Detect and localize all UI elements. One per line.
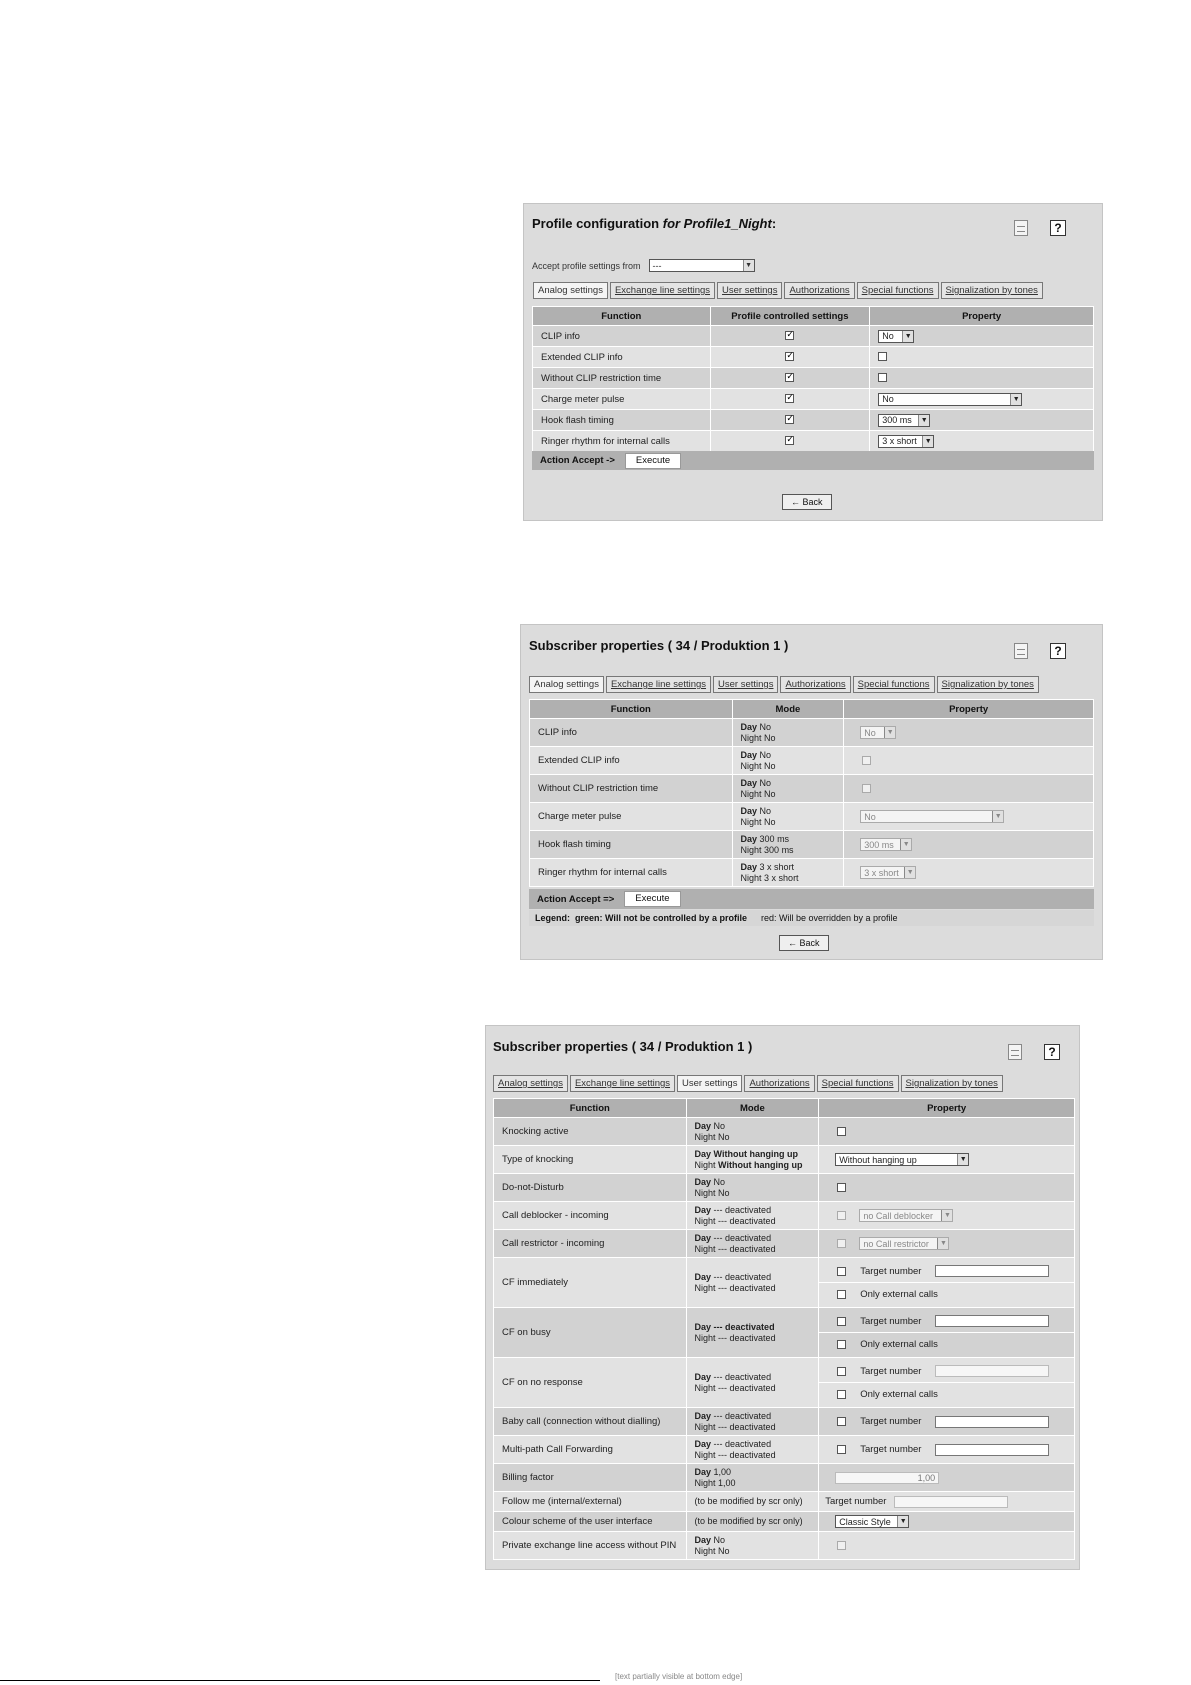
action-accept-bar [529,889,1094,909]
table-row: Private exchange line access without PIN Day No Night No [494,1532,1075,1560]
table-row [533,368,1094,389]
function-label: Billing factor [494,1464,687,1492]
table-row: Without CLIP restriction time Day No Night No [530,775,1094,803]
function-label: Private exchange line access without PIN [494,1532,687,1560]
user-settings-table [493,1098,1075,1560]
page-title: Subscriber properties ( 34 / Produktion 1 ) [493,1039,753,1054]
col-property: Property [844,700,1094,719]
multipath-cf-checkbox[interactable] [837,1445,846,1454]
table-row: Call deblocker - incoming Day --- deactivated Night --- deactivated no Call deblocker ▼ [494,1202,1075,1230]
cf-busy-target-input[interactable] [935,1315,1049,1327]
col-property: Property [819,1099,1075,1118]
table-row: Type of knocking Day Without hanging up Night Without hanging up Without hanging up ▼ [494,1146,1075,1174]
ringer-rhythm-select[interactable]: 3 x short ▼ [860,866,916,879]
function-label: Ringer rhythm for internal calls [533,431,711,452]
function-label: Do-not-Disturb [494,1174,687,1202]
function-label: Follow me (internal/external) [494,1492,687,1512]
clip-info-select[interactable]: No ▼ [860,726,896,739]
profile-controlled-checkbox[interactable] [785,415,794,424]
charge-meter-select[interactable]: No ▼ [878,393,1022,406]
function-label: Knocking active [494,1118,687,1146]
baby-call-checkbox[interactable] [837,1417,846,1426]
function-label: CF on busy [494,1308,687,1358]
ringer-rhythm-select[interactable]: 3 x short ▼ [878,435,934,448]
print-icon[interactable] [1008,1044,1022,1060]
billing-factor-input[interactable]: 1,00 [835,1472,939,1484]
execute-button[interactable]: Execute [624,891,680,907]
cf-immediately-checkbox[interactable] [837,1267,846,1276]
charge-meter-select[interactable]: No ▼ [860,810,1004,823]
function-label: Colour scheme of the user interface [494,1512,687,1532]
table-row [494,1512,1075,1532]
only-external-label: Only external calls [860,1288,938,1300]
tab-signalization-by-tones[interactable]: Signalization by tones [901,1075,1003,1092]
col-function: Function [530,700,733,719]
cf-busy-external-checkbox[interactable] [837,1340,846,1349]
help-icon[interactable]: ? [1044,1044,1060,1060]
tab-exchange-line-settings[interactable]: Exchange line settings [606,676,711,693]
tab-special-functions[interactable]: Special functions [817,1075,899,1092]
print-icon[interactable] [1014,220,1028,236]
table-row: CF on busy Day --- deactivated Night --- deactivated Target number Only external calls [494,1308,1075,1358]
function-label: Extended CLIP info [533,347,711,368]
back-button[interactable]: ← Back [779,935,829,951]
private-line-no-pin-checkbox[interactable] [837,1541,846,1550]
function-label: CLIP info [530,719,733,747]
profile-controlled-checkbox[interactable] [785,394,794,403]
action-accept-label: Action Accept => [537,893,615,905]
tab-signalization-by-tones[interactable]: Signalization by tones [937,676,1039,693]
col-property: Property [870,307,1094,326]
function-label: Ringer rhythm for internal calls [530,859,733,887]
only-external-label: Only external calls [860,1388,938,1400]
function-label: Type of knocking [494,1146,687,1174]
cf-no-response-checkbox[interactable] [837,1367,846,1376]
tab-special-functions[interactable]: Special functions [857,282,939,299]
call-restrictor-checkbox[interactable] [837,1239,846,1248]
follow-me-target-input[interactable] [894,1496,1008,1508]
legend: Legend: green: Will not be controlled by a profile red: Will be overridden by a profile [529,910,1094,926]
table-row: Call restrictor - incoming Day --- deactivated Night --- deactivated no Call restrictor ▼ [494,1230,1075,1258]
colour-scheme-select[interactable]: Classic Style ▼ [835,1515,909,1528]
subscriber-properties-panel [520,624,1103,960]
col-profile-controlled: Profile controlled settings [710,307,870,326]
table-row: Billing factor Day 1,00 Night 1,00 1,00 [494,1464,1075,1492]
action-accept-bar [532,451,1094,470]
without-clip-restriction-checkbox[interactable] [878,373,887,382]
function-label: Without CLIP restriction time [533,368,711,389]
function-label: CF on no response [494,1358,687,1408]
table-row [533,347,1094,368]
table-row: CLIP info Day No Night No No ▼ [530,719,1094,747]
footer-divider [0,1680,600,1681]
function-label: CLIP info [533,326,711,347]
clip-info-select[interactable]: No ▼ [878,330,914,343]
function-label: Baby call (connection without dialling) [494,1408,687,1436]
cf-no-response-target-input[interactable] [935,1365,1049,1377]
without-clip-restriction-checkbox[interactable] [862,784,871,793]
execute-button[interactable]: Execute [625,453,681,469]
profile-controlled-checkbox[interactable] [785,331,794,340]
extended-clip-checkbox[interactable] [878,352,887,361]
tab-user-settings[interactable]: User settings [677,1075,742,1092]
profile-controlled-checkbox[interactable] [785,436,794,445]
settings-table [532,306,1094,452]
table-row [494,1492,1075,1512]
tab-analog-settings[interactable]: Analog settings [493,1075,568,1092]
function-label: Charge meter pulse [533,389,711,410]
table-row: Multi-path Call Forwarding Day --- deactivated Night --- deactivated Target number [494,1436,1075,1464]
table-row: Baby call (connection without dialling) Day --- deactivated Night --- deactivated Target number [494,1408,1075,1436]
hook-flash-select[interactable]: 300 ms ▼ [878,414,930,427]
function-label: Hook flash timing [533,410,711,431]
table-row: CF immediately Day --- deactivated Night --- deactivated Target number Only external calls [494,1258,1075,1308]
multipath-cf-target-input[interactable] [935,1444,1049,1456]
function-label: Extended CLIP info [530,747,733,775]
mode-note: (to be modified by scr only) [686,1512,819,1532]
cf-immediately-external-checkbox[interactable] [837,1290,846,1299]
col-mode: Mode [732,700,844,719]
tab-exchange-line-settings[interactable]: Exchange line settings [610,282,715,299]
tab-exchange-line-settings[interactable]: Exchange line settings [570,1075,675,1092]
mode-note: (to be modified by scr only) [686,1492,819,1512]
call-restrictor-select[interactable]: no Call restrictor ▼ [859,1237,949,1250]
page-title: Subscriber properties ( 34 / Produktion 1 ) [529,638,789,653]
col-function: Function [494,1099,687,1118]
col-function: Function [533,307,711,326]
target-number-label: Target number [860,1444,922,1455]
function-label: Without CLIP restriction time [530,775,733,803]
target-number-label: Target number [860,1416,922,1427]
table-row [533,410,1094,431]
call-deblocker-checkbox[interactable] [837,1211,846,1220]
tab-signalization-by-tones[interactable]: Signalization by tones [941,282,1043,299]
tab-special-functions[interactable]: Special functions [853,676,935,693]
target-number-label: Target number [860,1265,922,1277]
cf-no-response-external-checkbox[interactable] [837,1390,846,1399]
settings-table [529,699,1094,887]
profile-controlled-checkbox[interactable] [785,373,794,382]
table-row: CF on no response Day --- deactivated Night --- deactivated Target number Only external calls [494,1358,1075,1408]
col-mode: Mode [686,1099,819,1118]
table-row [533,326,1094,347]
tab-authorizations[interactable]: Authorizations [784,282,854,299]
table-row [533,431,1094,452]
help-icon[interactable]: ? [1050,643,1066,659]
do-not-disturb-checkbox[interactable] [837,1183,846,1192]
function-label: CF immediately [494,1258,687,1308]
target-number-label: Target number [860,1315,922,1327]
accept-profile-label: Accept profile settings from [532,260,641,271]
tab-bar [529,676,1039,693]
function-label: Multi-path Call Forwarding [494,1436,687,1464]
accept-profile-select[interactable]: --- ▼ [649,259,755,272]
target-number-label: Target number [860,1365,922,1377]
table-row: Charge meter pulse Day No Night No No ▼ [530,803,1094,831]
table-row: Ringer rhythm for internal calls Day 3 x short Night 3 x short 3 x short ▼ [530,859,1094,887]
function-label: Hook flash timing [530,831,733,859]
profile-config-panel [523,203,1103,521]
page-title: Profile configuration for Profile1_Night: [532,216,777,231]
extended-clip-checkbox[interactable] [862,756,871,765]
type-of-knocking-select[interactable]: Without hanging up ▼ [835,1153,969,1166]
back-button[interactable]: ← Back [782,494,832,510]
footer-text: [text partially visible at bottom edge] [615,1672,743,1681]
table-row [533,389,1094,410]
table-row: Do-not-Disturb Day No Night No [494,1174,1075,1202]
print-icon[interactable] [1014,643,1028,659]
profile-controlled-checkbox[interactable] [785,352,794,361]
function-label: Call deblocker - incoming [494,1202,687,1230]
call-deblocker-select[interactable]: no Call deblocker ▼ [859,1209,953,1222]
table-row: Hook flash timing Day 300 ms Night 300 ms 300 ms ▼ [530,831,1094,859]
target-number-label: Target number [825,1496,887,1507]
only-external-label: Only external calls [860,1338,938,1350]
tab-analog-settings[interactable]: Analog settings [533,282,608,299]
function-label: Call restrictor - incoming [494,1230,687,1258]
knocking-active-checkbox[interactable] [837,1127,846,1136]
table-row: Knocking active Day No Night No [494,1118,1075,1146]
table-row: Extended CLIP info Day No Night No [530,747,1094,775]
tab-bar [533,282,1043,299]
hook-flash-select[interactable]: 300 ms ▼ [860,838,912,851]
tab-user-settings[interactable]: User settings [717,282,782,299]
help-icon[interactable]: ? [1050,220,1066,236]
tab-authorizations[interactable]: Authorizations [744,1075,814,1092]
cf-busy-checkbox[interactable] [837,1317,846,1326]
tab-bar [493,1075,1003,1092]
baby-call-target-input[interactable] [935,1416,1049,1428]
function-label: Charge meter pulse [530,803,733,831]
tab-user-settings[interactable]: User settings [713,676,778,693]
tab-authorizations[interactable]: Authorizations [780,676,850,693]
action-accept-label: Action Accept -> [540,455,615,466]
subscriber-user-settings-panel [485,1025,1080,1570]
tab-analog-settings[interactable]: Analog settings [529,676,604,693]
cf-immediately-target-input[interactable] [935,1265,1049,1277]
